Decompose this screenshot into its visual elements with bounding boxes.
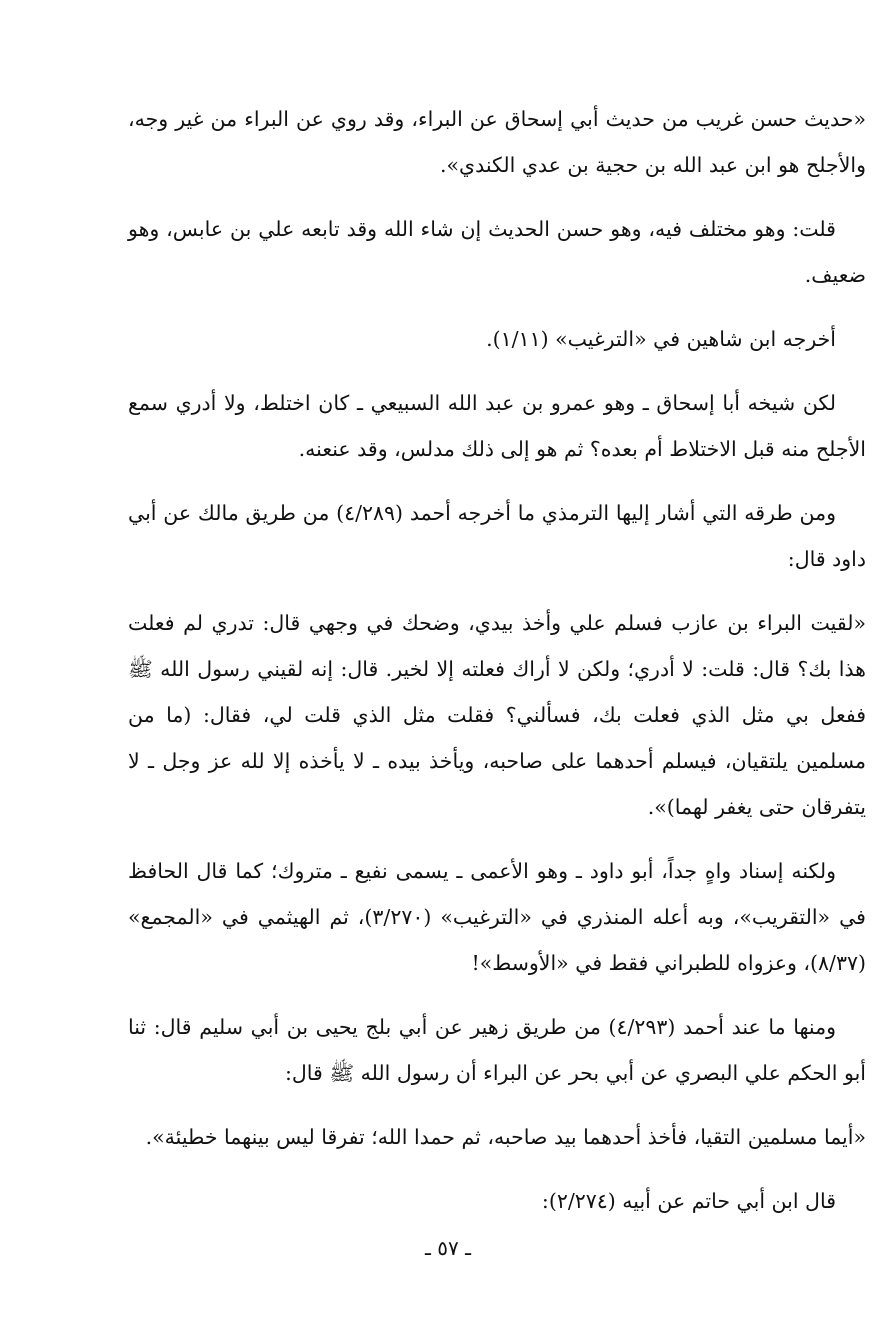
paragraph-two-muslims: «أيما مسلمين التقيا، فأخذ أحدهما بيد صاحبه، ثم حمدا الله؛ تفرقا ليس بينهما خطيئة».	[145, 1125, 866, 1149]
paragraph-ahmad-route: ومن طرقه التي أشار إليها الترمذي ما أخرجه أحمد (٤/٢٨٩) من طريق مالك عن أبي داود قال:	[128, 501, 866, 571]
paragraph-isnad-weak: ولكنه إسناد واهٍ جداً، أبو داود ـ وهو الأعمى ـ يسمى نفيع ـ متروك؛ كما قال الحافظ في «التقريب»، وبه أعله المنذري في «الترغيب» (٣/٢٧٠)، ثم الهيثمي في «المجمع» (٨/٣٧)، وعزواه للطبراني فقط في «الأوسط»!	[128, 859, 866, 975]
paragraph-abu-ishaq: لكن شيخه أبا إسحاق ـ وهو عمرو بن عبد الله السبيعي ـ كان اختلط، ولا أدري سمع الأجلح منه قبل الاختلاط أم بعده؟ ثم هو إلى ذلك مدلس، وقد عنعنه.	[128, 391, 866, 461]
paragraph-ibn-abi-hatim: قال ابن أبي حاتم عن أبيه (٢/٢٧٤):	[541, 1189, 836, 1213]
paragraph-ahmad-zuhair: ومنها ما عند أحمد (٤/٢٩٣) من طريق زهير عن أبي بلج يحيى بن أبي سليم قال: ثنا أبو الحكم علي البصري عن أبي بحر عن البراء أن رسول الله ﷺ قال:	[128, 1015, 866, 1085]
paragraph-ibn-shahin: أخرجه ابن شاهين في «الترغيب» (١/١١).	[486, 327, 836, 351]
paragraph-hadith-quote: «حديث حسن غريب من حديث أبي إسحاق عن البراء، وقد روي عن البراء من غير وجه، والأجلح هو ابن عبد الله بن حجية بن عدي الكندي».	[128, 107, 866, 177]
paragraph-author-comment: قلت: وهو مختلف فيه، وهو حسن الحديث إن شاء الله وقد تابعه علي بن عابس، وهو ضعيف.	[128, 217, 866, 287]
page-body	[128, 96, 866, 1242]
paragraph-bara-narration: «لقيت البراء بن عازب فسلم علي وأخذ بيدي، وضحك في وجهي قال: تدري لم فعلت هذا بك؟ قال: قلت: لا أدري؛ ولكن لا أراك فعلته إلا لخير. قال: إنه لقيني رسول الله ﷺ ففعل بي مثل الذي فعلت بك، فسألني؟ فقلت مثل الذي قلت لي، فقال: (ما من مسلمين يلتقيان، فيسلم أحدهما على صاحبه، ويأخذ بيده ـ لا يأخذه إلا لله عز وجل ـ لا يتفرقان حتى يغفر لهما)».	[128, 611, 866, 819]
page-number: ـ ٥٧ ـ	[425, 1236, 471, 1260]
